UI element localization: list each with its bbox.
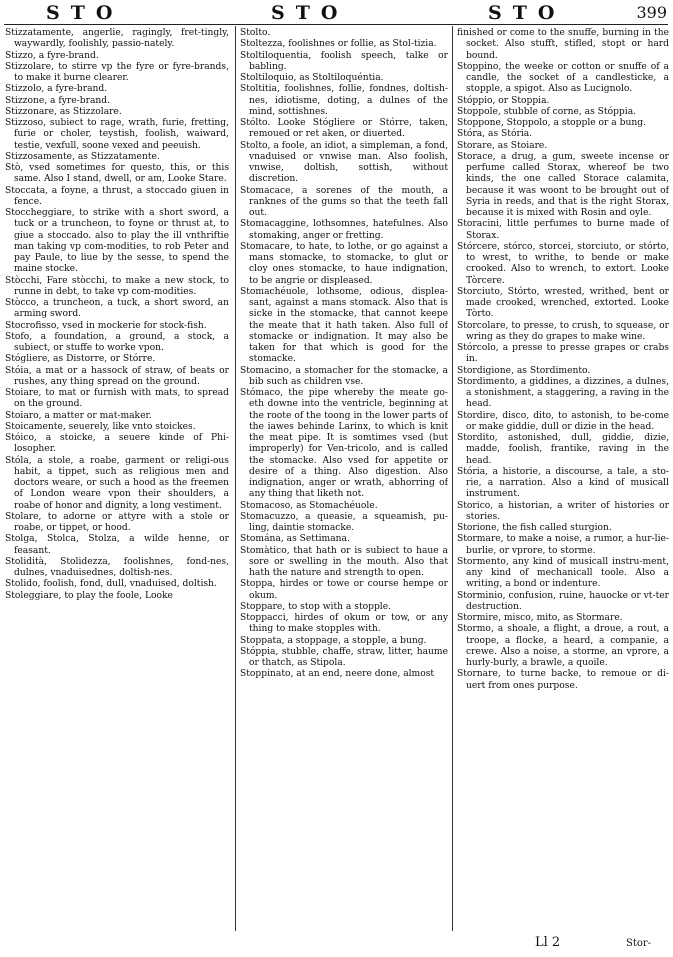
dictionary-entry: Stóia, a mat or a hassock of straw, of beats or rushes, any thing spread on the ground. bbox=[5, 365, 229, 387]
dictionary-entry: Storcolare, to presse, to crush, to squease, or wring as they do grapes to make wine. bbox=[457, 320, 669, 342]
dictionary-entry: Stoppare, to stop with a stopple. bbox=[240, 601, 392, 612]
dictionary-entry: Stoleggiare, to play the foole, Looke bbox=[5, 590, 173, 601]
dictionary-entry: Stormare, to make a noise, a rumor, a hur-lie-burlie, or vprore, to storme. bbox=[457, 534, 669, 556]
dictionary-entry: Stoltiloquio, as Stoltiloquéntia. bbox=[240, 73, 384, 83]
dictionary-entry: Stoppata, a stoppage, a stopple, a bung. bbox=[240, 635, 427, 646]
dictionary-entry: Stòcchi, Fare stòcchi, to make a new stock, to runne in debt, to take vp com-modities. bbox=[5, 275, 229, 297]
dictionary-entry: Stizzo, a fyre-brand. bbox=[5, 50, 99, 61]
dictionary-entry: Stizzatamente, angerlie, ragingly, fret-tingly, waywardly, foolishly, passio-nately. bbox=[5, 28, 229, 50]
dictionary-entry: Stomacoso, as Stomachéuole. bbox=[240, 500, 378, 511]
signature-mark: Ll 2 bbox=[535, 935, 561, 950]
dictionary-entry: Stornare, to turne backe, to remoue or di-uert from ones purpose. bbox=[457, 669, 669, 691]
dictionary-entry: Storciuto, Stórto, wrested, writhed, bent or made crooked, wrenched, extorted. Looke Tòrto. bbox=[457, 286, 669, 320]
dictionary-entry: Stizzone, a fyre-brand. bbox=[5, 95, 111, 106]
dictionary-entry: Stormire, misco, mito, as Stormare. bbox=[457, 613, 623, 623]
dictionary-entry: Stizzosamente, as Stizzatamente. bbox=[5, 151, 160, 162]
dictionary-entry: Stoltezza, foolishnes or follie, as Stol-tizia. bbox=[240, 39, 437, 50]
dictionary-entry: Stolare, to adorne or attyre with a stole or roabe, or tippet, or hood. bbox=[5, 511, 229, 533]
dictionary-entry: Storare, as Stoiare. bbox=[457, 140, 548, 151]
dictionary-entry: Stoppacci, hirdes of okum or tow, or any thing to make stopples with. bbox=[240, 613, 448, 635]
dictionary-entry: Storacini, little perfumes to burne made of Storax. bbox=[457, 219, 669, 241]
dictionary-entry: Stormo, a shoale, a flight, a droue, a rout, a troope, a flocke, a heard, a companie, a crewe. Also a noise, a storme, an vprore, a hurly-burly, a brawle, a quoile. bbox=[457, 624, 669, 668]
dictionary-entry: Stoppino, the weeke or cotton or snuffe of a candle, the socket of a candlesticke, a stopple, a spigot. Also as Lucignolo. bbox=[457, 61, 669, 95]
dictionary-entry: Stoccheggiare, to strike with a short sword, a tuck or a truncheon, to foyne or thrust at, to giue a stoccado. also to play the ill vnthriftie man taking vp com-modities, to rob Peter and pay Paule, to liue by the sesse, to spend the maine stocke. bbox=[5, 208, 229, 275]
column-2 bbox=[240, 28, 448, 933]
running-header bbox=[0, 0, 673, 22]
dictionary-entry: Stizzolo, a fyre-brand. bbox=[5, 84, 108, 95]
dictionary-entry: Stomacuzzo, a queasie, a squeamish, pu-ling, daintie stomacke. bbox=[240, 511, 448, 533]
dictionary-entry: Stomàtico, that hath or is subiect to haue a sore or swelling in the mouth. Also that hath the nature and strength to open. bbox=[240, 545, 448, 578]
dictionary-entry: Stoppa, hirdes or towe or course hempe or okum. bbox=[240, 579, 448, 601]
dictionary-entry: Stòcco, a truncheon, a tuck, a short sword, an arming sword. bbox=[5, 298, 229, 320]
dictionary-entry: Stoltitia, foolishnes, follie, fondnes, doltish-nes, idiotisme, doting, a dulnes of the mind, sottishnes. bbox=[240, 84, 448, 117]
dictionary-entry: Storione, the fish called sturgion. bbox=[457, 523, 612, 533]
dictionary-entry: Stolga, Stolca, Stolza, a wilde henne, or feasant. bbox=[5, 534, 229, 556]
dictionary-entry: Stoltiloquentia, foolish speech, talke or babling. bbox=[240, 50, 448, 72]
dictionary-entry: Stomachéuole, lothsome, odious, displea-sant, against a mans stomack. Also that is sicke in the stomacke, that cannot keepe the meate that it hath taken. Also full of stomacke or indignation. It may also be taken for that which is good for the stomacke. bbox=[240, 286, 448, 365]
dictionary-entry: finished or come to the snuffe, burning in the socket. Also stufft, stifled, stopt or hard bound. bbox=[457, 28, 669, 61]
catchword: Stor- bbox=[626, 938, 652, 949]
dictionary-entry: Stomacaggine, lothsomnes, hatefulnes. Also stomaking, anger or fretting. bbox=[240, 219, 448, 241]
column-divider-1 bbox=[235, 26, 236, 931]
dictionary-entry: Stoiaro, a matter or mat-maker. bbox=[5, 410, 152, 421]
dictionary-entry: Stormento, any kind of musicall instru-ment, any kind of mechanicall toole. Also a writing, a bond or indenture. bbox=[457, 556, 669, 590]
dictionary-entry: Stomacino, a stomacher for the stomacke, a bib such as children vse. bbox=[240, 365, 448, 387]
dictionary-entry: Stordito, astonished, dull, giddie, dizie, madde, foolish, frantike, raving in the head. bbox=[457, 433, 669, 466]
dictionary-entry: Stómaco, the pipe whereby the meate go-eth downe into the ventricle, beginning at the roote of the toong in the lower parts of the iawes behinde Larinx, to which is knit the meat pipe. It is somtimes vsed (but improperly) for Ven-tricolo, and is called the stomacke. Also vsed for appetite or desire of a thing. Also digestion. Also indignation, anger or wrath, abhorring of any thing that liketh not. bbox=[240, 388, 448, 500]
dictionary-entry: Stizzonare, as Stizzolare. bbox=[5, 106, 122, 117]
dictionary-entry: Stoppone, Stoppolo, a stopple or a bung. bbox=[457, 118, 646, 128]
dictionary-entry: Stizzoso, subiect to rage, wrath, furie, fretting, furie or choler, teystish, foolish, waiward, testie, vexfull, soone vexed and peeuish. bbox=[5, 118, 229, 151]
column-1 bbox=[5, 28, 229, 933]
dictionary-entry: Stolidità, Stolidezza, foolishnes, fond-nes, dulnes, vnaduisednes, doltish-nes. bbox=[5, 556, 229, 578]
dictionary-entry: Stórcolo, a presse to presse grapes or crabs in. bbox=[457, 343, 669, 365]
dictionary-entry: Stocrofisso, vsed in mockerie for stock-fish. bbox=[5, 320, 207, 331]
dictionary-entry: Storace, a drug, a gum, sweete incense or perfume called Storax, whereof be two kinds, the one called Storace calamita, because it was woont to be brought out of Syria in reeds, and that is the right Storax, because it is mixed with Rosin and oyle. bbox=[457, 151, 669, 218]
column-3 bbox=[457, 28, 669, 933]
dictionary-entry: Stordigione, as Stordimento. bbox=[457, 365, 591, 376]
column-divider-2 bbox=[452, 26, 453, 931]
dictionary-entry: Stóra, as Stória. bbox=[457, 129, 533, 140]
dictionary-entry: Stolto, a foole, an idiot, a simpleman, a fond, vnaduised or vnwise man. Also foolish, vnwise, doltish, sottish, without discretion. bbox=[240, 140, 448, 185]
dictionary-entry: Stórcere, stórco, storcei, storciuto, or stórto, to wrest, to writhe, to bende or make crooked. Also to wrench, to extort. Looke Tòrcere. bbox=[457, 241, 669, 286]
headword-center: STO bbox=[271, 2, 349, 24]
dictionary-entry: Stordimento, a giddines, a dizzines, a dulnes, a stonishment, a staggering, a raving in the head. bbox=[457, 376, 669, 410]
page-number: 399 bbox=[636, 3, 667, 22]
dictionary-entry: Stomána, as Settimana. bbox=[240, 534, 350, 545]
dictionary-entry: Storminio, confusion, ruine, hauocke or vt-ter destruction. bbox=[457, 590, 669, 612]
dictionary-entry: Stoiare, to mat or furnish with mats, to spread on the ground. bbox=[5, 388, 229, 410]
dictionary-entry: Stofo, a foundation, a ground, a stock, a subiect, or stuffe to worke vpon. bbox=[5, 331, 229, 353]
dictionary-entry: Stolido, foolish, fond, dull, vnaduised, doltish. bbox=[5, 579, 217, 590]
dictionary-entry: Stizzolare, to stirre vp the fyre or fyre-brands, to make it burne clearer. bbox=[5, 61, 229, 83]
header-rule bbox=[4, 24, 668, 25]
dictionary-entry: Stoccata, a foyne, a thrust, a stoccado giuen in fence. bbox=[5, 185, 229, 207]
headword-right: STO bbox=[488, 2, 566, 24]
dictionary-entry: Stoppinato, at an end, neere done, almost bbox=[240, 669, 435, 680]
dictionary-entry: Stóico, a stoicke, a seuere kinde of Phi-losopher. bbox=[5, 433, 229, 455]
dictionary-entry: Stomacare, to hate, to lothe, or go against a mans stomacke, to stomacke, to glut or cloy ones stomacke, to haue indignation, to be angrie or displeased. bbox=[240, 241, 448, 286]
dictionary-entry: Stoicamente, seuerely, like vnto stoickes. bbox=[5, 421, 196, 432]
dictionary-entry: Stolto. bbox=[240, 28, 271, 38]
dictionary-entry: Stordire, disco, dito, to astonish, to be-come or make giddie, dull or dizie in the head. bbox=[457, 410, 669, 432]
dictionary-entry: Stóppia, stubble, chaffe, straw, litter, haume or thatch, as Stipola. bbox=[240, 646, 448, 668]
dictionary-entry: Stória, a historie, a discourse, a tale, a sto-rie, a narration. Also a kind of musicall instrument. bbox=[457, 466, 669, 500]
page-footer bbox=[0, 934, 673, 954]
dictionary-entry: Storico, a historian, a writer of histories or stories. bbox=[457, 500, 669, 522]
dictionary-entry: Stólto. Looke Stógliere or Stórre, taken, remoued or ret aken, or diuerted. bbox=[240, 118, 448, 140]
headword-left: STO bbox=[46, 2, 124, 24]
dictionary-entry: Stomacace, a sorenes of the mouth, a ranknes of the gums so that the teeth fall out. bbox=[240, 185, 448, 218]
dictionary-entry: Stógliere, as Distorre, or Stórre. bbox=[5, 354, 156, 365]
dictionary-entry: Stóla, a stole, a roabe, garment or religi-ous habit, a tippet, such as religious men and doctors weare, or such a hood as the freemen of London weare vpon their shoulders, a roabe of honor and dignity, a long vestiment. bbox=[5, 455, 229, 511]
dictionary-entry: Stóppio, or Stoppia. bbox=[457, 95, 550, 106]
dictionary-entry: Stoppole, stubble of corne, as Stóppia. bbox=[457, 106, 637, 117]
dictionary-entry: Stò, vsed sometimes for questo, this, or this same. Also I stand, dwell, or am, Looke Stare. bbox=[5, 163, 229, 185]
